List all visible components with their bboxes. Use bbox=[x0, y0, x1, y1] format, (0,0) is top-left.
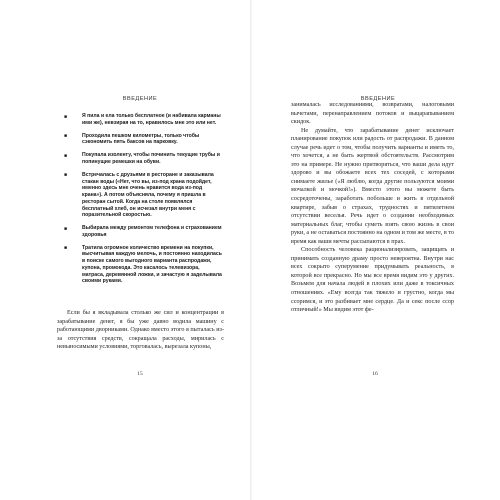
list-item-text: Проходила пешком километры, только чтобы сэкономить пять баксов на парковку. bbox=[82, 132, 200, 146]
running-head: ВВЕДЕНИЕ bbox=[122, 96, 158, 102]
bullet-square-icon: ■ bbox=[64, 152, 68, 159]
bullet-square-icon: ■ bbox=[64, 245, 68, 252]
list-item bbox=[64, 133, 222, 147]
right-page bbox=[252, 0, 500, 500]
list-item-text: Я пила и ела только бесплатное (и набивала карманы ими же), невзирая на то, нравилось мне это или нет. bbox=[82, 113, 221, 126]
page-number: 16 bbox=[372, 371, 378, 377]
list-item bbox=[64, 225, 222, 239]
bullet-square-icon: ■ bbox=[64, 172, 68, 179]
list-item-text: Тратила огромное количество времени на покупки, высчитывая каждую мелочь, и постоянно находилась в поиске самого выгодного варианта распродажи, купона, промокода. Это касалось телевизора, матраса, деревянной ложки, и зачастую я заделывала своими руками. bbox=[82, 244, 222, 285]
list-item bbox=[64, 245, 222, 286]
bullet-square-icon: ■ bbox=[64, 133, 68, 140]
bullet-square-icon: ■ bbox=[64, 225, 68, 232]
list-item-text: Встречалась с друзьями в ресторане и заказывала стакан воды («Нет, что вы, из-под крана подойдет, именно здесь мне очень нравится вода из-под крана»). А потом объясняла, почему я пришла в ресторан сытой. Когда на столе появлялся бесплатный хлеб, он исчезал внутри меня с поразительной скоростью. bbox=[82, 171, 214, 219]
list-item bbox=[64, 113, 222, 127]
list-item-text: Покупала изоленту, чтобы починить текущие трубы и попинущие ремешки на обуви. bbox=[82, 152, 220, 165]
page-number: 15 bbox=[137, 371, 143, 377]
bullet-square-icon: ■ bbox=[64, 113, 68, 120]
body-text bbox=[57, 309, 224, 352]
paragraph: занималась исследованиями, возвратами, налоговыми вычетами, перенаправлением потоков и выцарапыванием скидок. bbox=[291, 102, 454, 126]
paragraph: Если бы я вкладывала столько же сил и концентрации в зарабатывание денег, я бы уже давно водила машину с работающими дворниками. Однако вместо этого я пыталась из-за отсутствия средств, сокращала расходы, мирилась с невыносимыми условиями, торговалась, вырезала купоны, bbox=[57, 310, 224, 351]
paragraph: Способность человека рационализировать, защищать и принимать созданную драму просто невероятна. Внутри нас всех сокрыто суперумение придумывать реальность, в которой все прекрасно. Но мы все время видим это у других. Возьмем для начала людей в плохих или даже в токсичных отношениях. «Ему всегда так тяжело и грустно, когда мы ссоримся, и это разбивает мне сердце. Да и секс после ссор отличный!» Мы видим этот фе- bbox=[291, 247, 454, 314]
list-item bbox=[64, 152, 222, 166]
list-item-text: Выбирала между ремонтом телефона и страхованием здоровья bbox=[82, 225, 222, 238]
body-text bbox=[291, 101, 454, 315]
bullet-list bbox=[64, 113, 222, 291]
running-head: ВВЕДЕНИЕ bbox=[360, 96, 396, 102]
list-item bbox=[64, 172, 222, 219]
paragraph: Не думайте, что зарабатывание денег исключает планирование покупок или радость от распродажи. В данном случае речь идет о том, чтобы получить варианты и иметь то, что хочется, а не быть жертвой обстоятельств. Рассмотрим это на примере. Не нужно притворяться, что ваши дела идут здорово и вы обожаете всех тех соседей, с которыми снимаете жилье («Я люблю, когда другие пользуются моими мочалкой и мочкой!»). Вместо этого вы можете быть сосредоточены, заработать побольше и жить в отдельной квартире, забыв о страхах, трудностях и пятилетнем отсутствии веселья. Речь идет о создании необходимых материальных благ, чтобы суметь взять свою жизнь в свои руки, а не оставаться постоянно на одном и том же месте, в то время как ваши мечты рассыпаются в прах. bbox=[291, 127, 454, 245]
